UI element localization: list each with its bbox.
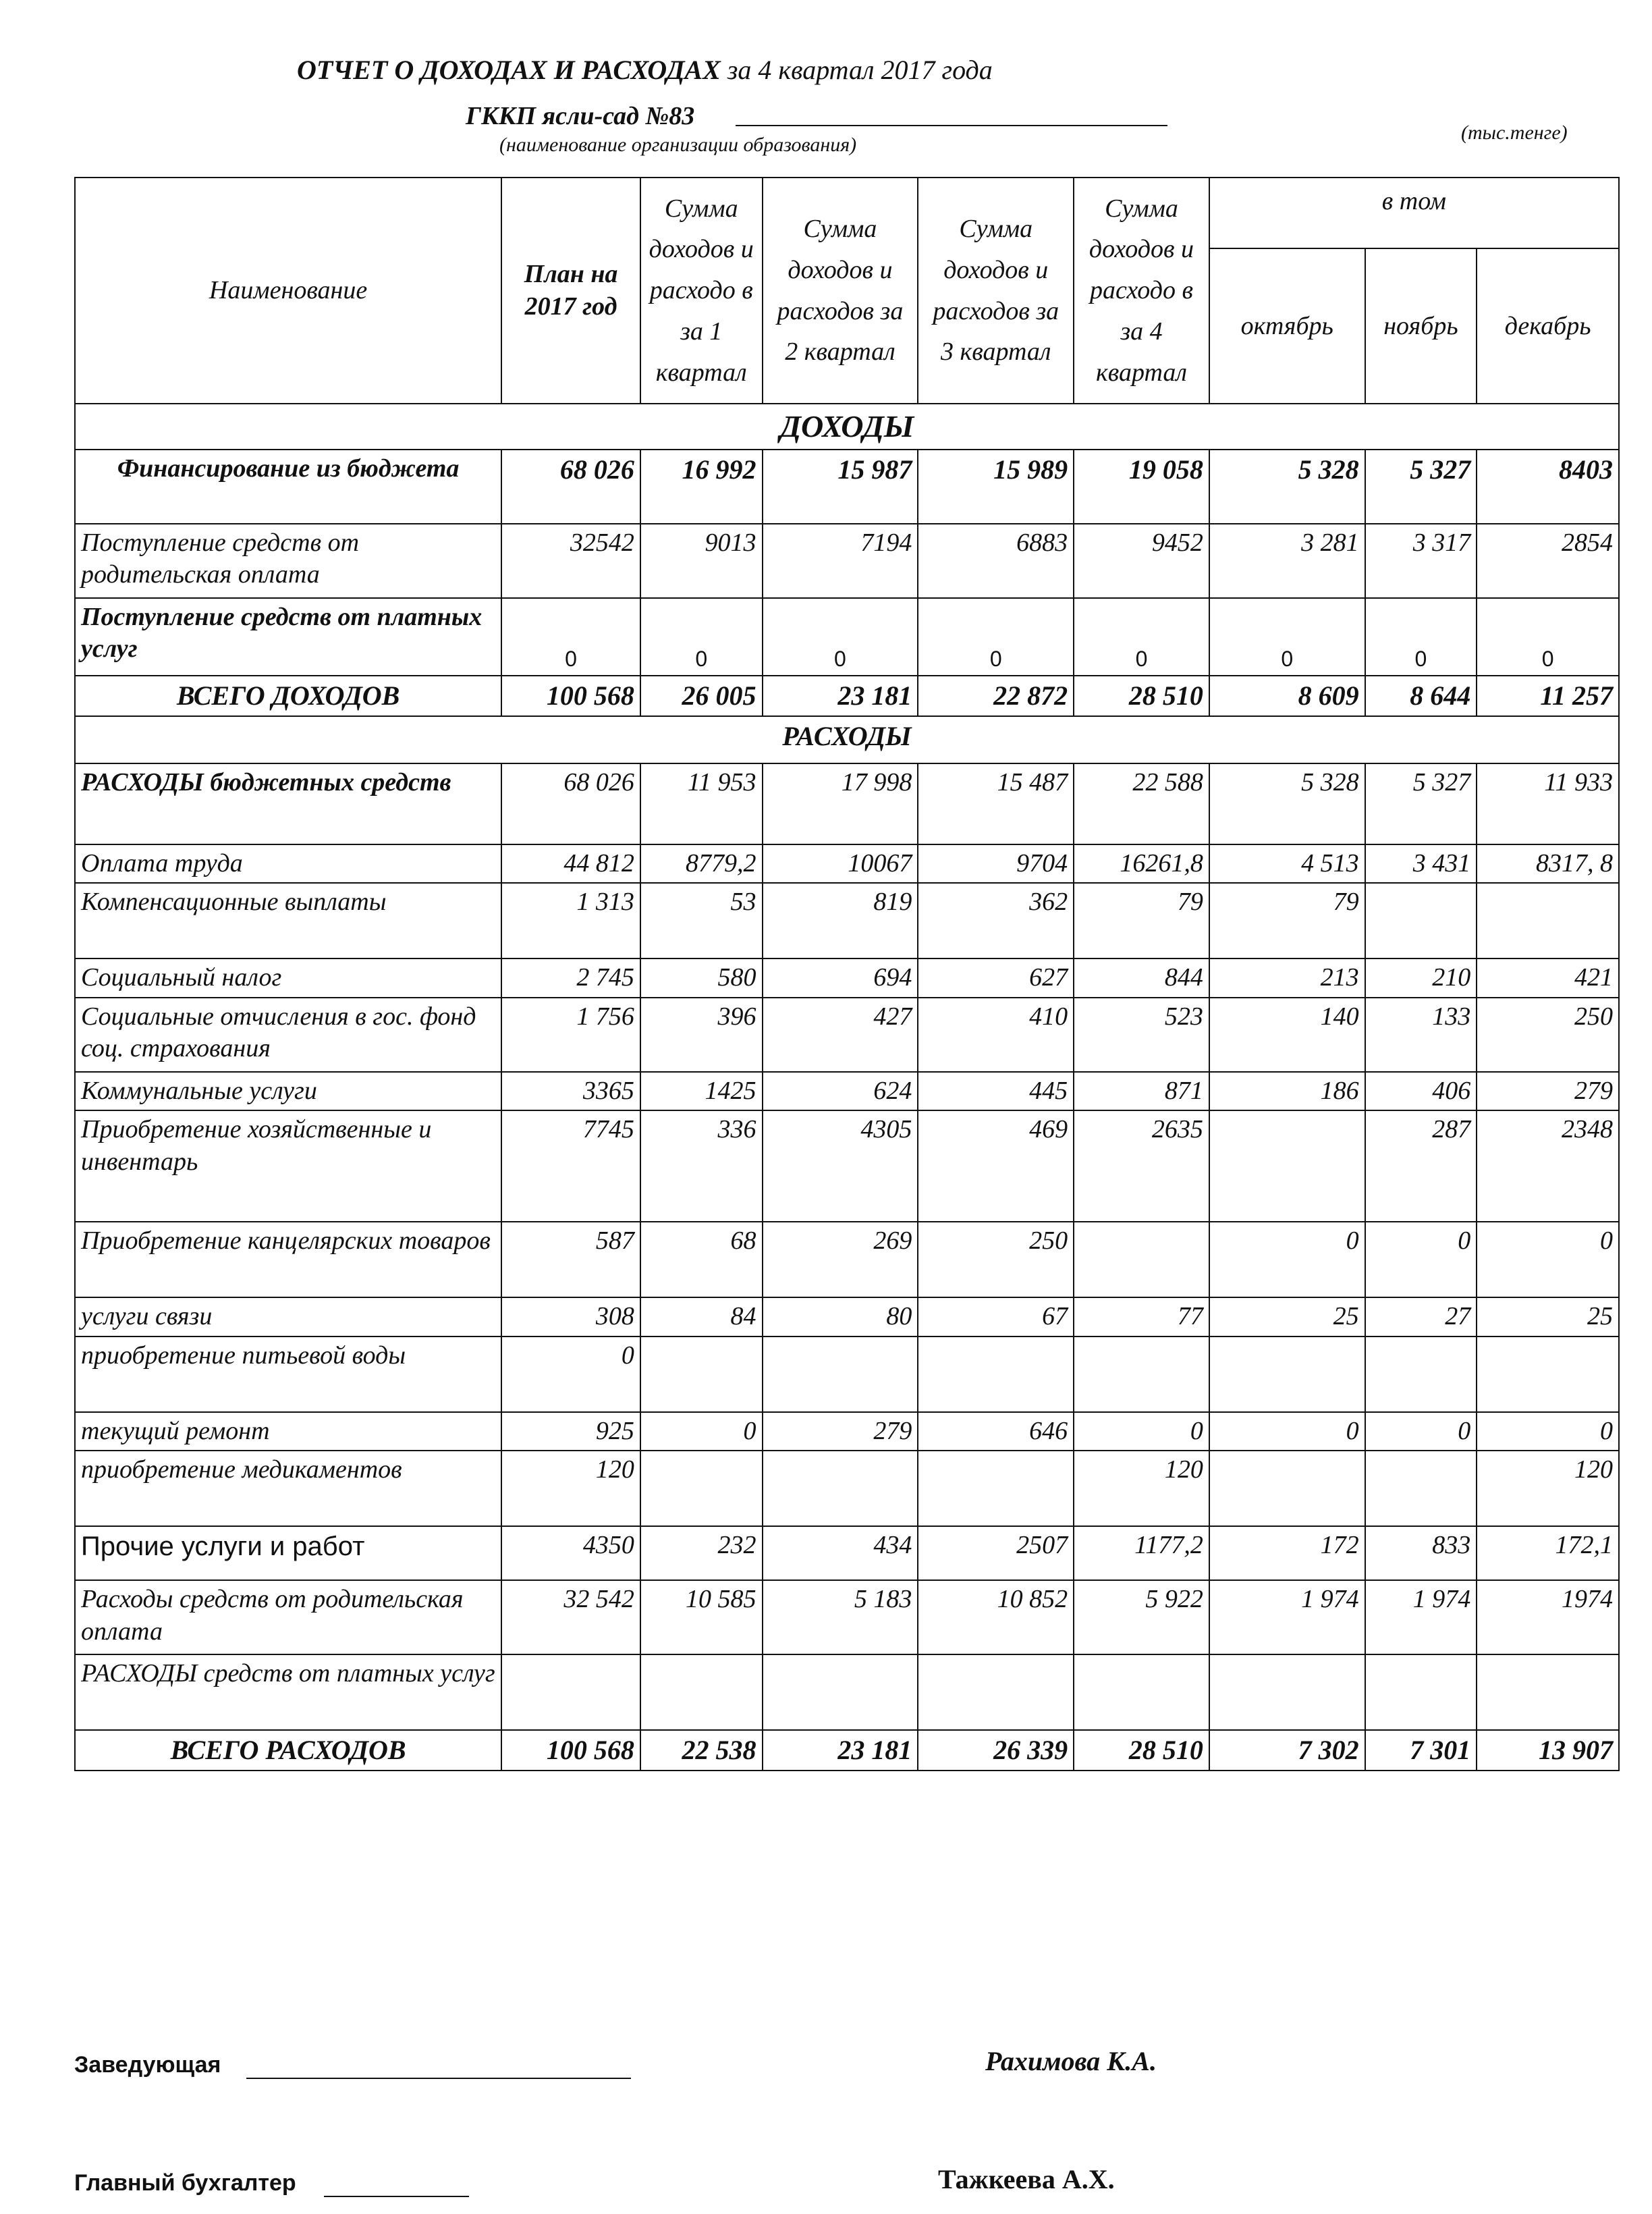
cell-value: 26 005 — [640, 676, 763, 716]
cell-value: 5 922 — [1074, 1580, 1209, 1654]
organization-underline — [736, 125, 1167, 126]
cell-value: 624 — [763, 1072, 918, 1111]
cell-value: 22 538 — [640, 1730, 763, 1771]
cell-value: 172 — [1209, 1526, 1365, 1580]
cell-value: 140 — [1209, 998, 1365, 1072]
cell-value: 3 281 — [1209, 524, 1365, 598]
cell-value: 8 609 — [1209, 676, 1365, 716]
cell-value: 1 313 — [501, 883, 640, 959]
cell-value — [1209, 1451, 1365, 1526]
cell-value: 7745 — [501, 1110, 640, 1222]
cell-value: 11 953 — [640, 763, 763, 844]
cell-value: 0 — [918, 598, 1074, 676]
row-label: ВСЕГО ДОХОДОВ — [75, 676, 501, 716]
cell-value: 2507 — [918, 1526, 1074, 1580]
cell-value: 0 — [1209, 598, 1365, 676]
cell-value: 23 181 — [763, 1730, 918, 1771]
row-label: Приобретение канцелярских товаров — [75, 1222, 501, 1297]
cell-value: 26 339 — [918, 1730, 1074, 1771]
cell-value: 5 183 — [763, 1580, 918, 1654]
cell-value: 213 — [1209, 959, 1365, 998]
cell-value: 23 181 — [763, 676, 918, 716]
table-row — [75, 1580, 1619, 1654]
cell-value: 396 — [640, 998, 763, 1072]
cell-value: 120 — [1477, 1451, 1619, 1526]
cell-value: 434 — [763, 1526, 918, 1580]
table-row — [75, 598, 1619, 676]
cell-value — [1365, 1336, 1477, 1412]
table-row — [75, 1297, 1619, 1336]
table-row — [75, 883, 1619, 959]
cell-value: 25 — [1477, 1297, 1619, 1336]
row-label: Расходы средств от родительская оплата — [75, 1580, 501, 1654]
table-row — [75, 450, 1619, 524]
cell-value: 10 585 — [640, 1580, 763, 1654]
cell-value: 172,1 — [1477, 1526, 1619, 1580]
cell-value: 186 — [1209, 1072, 1365, 1111]
cell-value — [1074, 1222, 1209, 1297]
header-q3: Сумма доходов и расходов за 3 квартал — [918, 178, 1074, 404]
row-label: Социальные отчисления в гос. фонд соц. страхования — [75, 998, 501, 1072]
cell-value: 0 — [1209, 1412, 1365, 1451]
cell-value — [640, 1336, 763, 1412]
cell-value: 8 644 — [1365, 676, 1477, 716]
cell-value — [918, 1654, 1074, 1730]
row-label: Социальный налог — [75, 959, 501, 998]
cell-value — [1477, 883, 1619, 959]
table-row — [75, 998, 1619, 1072]
table-row — [75, 763, 1619, 844]
table-row — [75, 1526, 1619, 1580]
header-december: декабрь — [1477, 248, 1619, 404]
cell-value: 120 — [501, 1451, 640, 1526]
cell-value: 68 026 — [501, 450, 640, 524]
cell-value: 445 — [918, 1072, 1074, 1111]
cell-value: 3 317 — [1365, 524, 1477, 598]
cell-value: 0 — [1365, 598, 1477, 676]
head-name: Рахимова К.А. — [985, 2046, 1157, 2076]
cell-value: 100 568 — [501, 676, 640, 716]
row-label: РАСХОДЫ средств от платных услуг — [75, 1654, 501, 1730]
cell-value: 0 — [763, 598, 918, 676]
cell-value — [1074, 1336, 1209, 1412]
cell-value: 421 — [1477, 959, 1619, 998]
cell-value: 22 588 — [1074, 763, 1209, 844]
cell-value: 0 — [1365, 1412, 1477, 1451]
cell-value: 523 — [1074, 998, 1209, 1072]
row-label: Финансирование из бюджета — [75, 450, 501, 524]
expense-section-title: РАСХОДЫ — [75, 716, 1619, 763]
cell-value: 68 026 — [501, 763, 640, 844]
cell-value: 8403 — [1477, 450, 1619, 524]
table-row — [75, 1072, 1619, 1111]
cell-value: 11 933 — [1477, 763, 1619, 844]
cell-value: 232 — [640, 1526, 763, 1580]
cell-value: 833 — [1365, 1526, 1477, 1580]
expense-section — [75, 716, 1619, 763]
cell-value: 279 — [1477, 1072, 1619, 1111]
report-period: за 4 квартал 2017 года — [727, 55, 993, 85]
table-row — [75, 959, 1619, 998]
cell-value: 269 — [763, 1222, 918, 1297]
row-label: Компенсационные выплаты — [75, 883, 501, 959]
header-october: октябрь — [1209, 248, 1365, 404]
cell-value: 694 — [763, 959, 918, 998]
table-row — [75, 844, 1619, 884]
organization-caption: (наименование организации образования) — [499, 134, 857, 156]
income-section-title: ДОХОДЫ — [75, 404, 1619, 450]
table-header — [75, 178, 1619, 404]
cell-value: 5 327 — [1365, 450, 1477, 524]
cell-value — [1477, 1654, 1619, 1730]
cell-value: 32 542 — [501, 1580, 640, 1654]
report-title-main: ОТЧЕТ О ДОХОДАХ И РАСХОДАХ — [297, 55, 721, 85]
cell-value: 1 974 — [1209, 1580, 1365, 1654]
cell-value: 9704 — [918, 844, 1074, 884]
cell-value: 2 745 — [501, 959, 640, 998]
cell-value: 0 — [640, 1412, 763, 1451]
cell-value: 16261,8 — [1074, 844, 1209, 884]
cell-value: 1177,2 — [1074, 1526, 1209, 1580]
row-label: Поступление средств от родительская оплата — [75, 524, 501, 598]
cell-value: 15 987 — [763, 450, 918, 524]
row-label: Прочие услуги и работ — [75, 1526, 501, 1580]
cell-value: 9013 — [640, 524, 763, 598]
cell-value — [763, 1451, 918, 1526]
cell-value: 10 852 — [918, 1580, 1074, 1654]
cell-value: 406 — [1365, 1072, 1477, 1111]
cell-value: 16 992 — [640, 450, 763, 524]
income-section — [75, 404, 1619, 450]
cell-value: 32542 — [501, 524, 640, 598]
cell-value: 7194 — [763, 524, 918, 598]
cell-value: 77 — [1074, 1297, 1209, 1336]
cell-value: 580 — [640, 959, 763, 998]
cell-value: 28 510 — [1074, 676, 1209, 716]
cell-value: 587 — [501, 1222, 640, 1297]
organization-name: ГККП ясли-сад №83 — [466, 102, 695, 130]
header-name: Наименование — [75, 178, 501, 404]
table-body — [75, 404, 1619, 1771]
table-row — [75, 1412, 1619, 1451]
cell-value — [640, 1451, 763, 1526]
head-signature-line — [246, 2078, 631, 2079]
cell-value: 0 — [1074, 598, 1209, 676]
cell-value: 925 — [501, 1412, 640, 1451]
cell-value: 6883 — [918, 524, 1074, 598]
cell-value: 0 — [640, 598, 763, 676]
cell-value: 4 513 — [1209, 844, 1365, 884]
cell-value: 80 — [763, 1297, 918, 1336]
cell-value: 1425 — [640, 1072, 763, 1111]
cell-value — [1209, 1654, 1365, 1730]
cell-value — [918, 1451, 1074, 1526]
cell-value: 844 — [1074, 959, 1209, 998]
cell-value: 5 328 — [1209, 763, 1365, 844]
cell-value: 871 — [1074, 1072, 1209, 1111]
header-q4: Сумма доходов и расходо в за 4 квартал — [1074, 178, 1209, 404]
cell-value — [640, 1654, 763, 1730]
cell-value: 336 — [640, 1110, 763, 1222]
header-plan: План на 2017 год — [501, 178, 640, 404]
cell-value: 11 257 — [1477, 676, 1619, 716]
cell-value: 5 328 — [1209, 450, 1365, 524]
cell-value: 4350 — [501, 1526, 640, 1580]
cell-value — [1074, 1654, 1209, 1730]
cell-value — [1365, 1654, 1477, 1730]
row-label: Поступление средств от платных услуг — [75, 598, 501, 676]
header-q2: Сумма доходов и расходов за 2 квартал — [763, 178, 918, 404]
cell-value: 210 — [1365, 959, 1477, 998]
cell-value: 2635 — [1074, 1110, 1209, 1222]
cell-value: 627 — [918, 959, 1074, 998]
report-title — [297, 54, 993, 86]
cell-value: 5 327 — [1365, 763, 1477, 844]
accountant-signature-line — [324, 2196, 469, 2197]
total-row — [75, 676, 1619, 716]
table-row — [75, 1336, 1619, 1412]
cell-value: 120 — [1074, 1451, 1209, 1526]
cell-value: 28 510 — [1074, 1730, 1209, 1771]
row-label: текущий ремонт — [75, 1412, 501, 1451]
cell-value: 1 974 — [1365, 1580, 1477, 1654]
cell-value — [1209, 1110, 1365, 1222]
cell-value — [501, 1654, 640, 1730]
cell-value: 79 — [1209, 883, 1365, 959]
cell-value: 1974 — [1477, 1580, 1619, 1654]
cell-value: 9452 — [1074, 524, 1209, 598]
cell-value: 3 431 — [1365, 844, 1477, 884]
cell-value: 100 568 — [501, 1730, 640, 1771]
cell-value — [763, 1654, 918, 1730]
header-november: ноябрь — [1365, 248, 1477, 404]
cell-value: 8317, 8 — [1477, 844, 1619, 884]
cell-value: 7 302 — [1209, 1730, 1365, 1771]
cell-value: 4305 — [763, 1110, 918, 1222]
cell-value: 469 — [918, 1110, 1074, 1222]
cell-value: 2854 — [1477, 524, 1619, 598]
cell-value: 250 — [918, 1222, 1074, 1297]
cell-value: 3365 — [501, 1072, 640, 1111]
table-row — [75, 1110, 1619, 1222]
cell-value — [1209, 1336, 1365, 1412]
cell-value: 0 — [1365, 1222, 1477, 1297]
head-label: Заведующая — [74, 2052, 221, 2078]
cell-value: 25 — [1209, 1297, 1365, 1336]
total-row — [75, 1730, 1619, 1771]
row-label: услуги связи — [75, 1297, 501, 1336]
cell-value: 44 812 — [501, 844, 640, 884]
cell-value: 1 756 — [501, 998, 640, 1072]
table-row — [75, 1451, 1619, 1526]
cell-value — [918, 1336, 1074, 1412]
cell-value: 67 — [918, 1297, 1074, 1336]
cell-value: 68 — [640, 1222, 763, 1297]
row-label: Оплата труда — [75, 844, 501, 884]
cell-value: 10067 — [763, 844, 918, 884]
units-label: (тыс.тенге) — [1461, 122, 1568, 144]
cell-value: 15 487 — [918, 763, 1074, 844]
cell-value: 0 — [1477, 1412, 1619, 1451]
table-row — [75, 1654, 1619, 1730]
cell-value: 362 — [918, 883, 1074, 959]
cell-value: 0 — [1477, 1222, 1619, 1297]
row-label: Коммунальные услуги — [75, 1072, 501, 1111]
cell-value: 0 — [501, 1336, 640, 1412]
cell-value: 15 989 — [918, 450, 1074, 524]
accountant-label: Главный бухгалтер — [74, 2170, 296, 2196]
cell-value: 308 — [501, 1297, 640, 1336]
cell-value: 22 872 — [918, 676, 1074, 716]
cell-value: 53 — [640, 883, 763, 959]
cell-value: 0 — [1209, 1222, 1365, 1297]
accountant-name: Тажкеева А.Х. — [938, 2164, 1115, 2194]
table-row — [75, 1222, 1619, 1297]
row-label: ВСЕГО РАСХОДОВ — [75, 1730, 501, 1771]
cell-value: 133 — [1365, 998, 1477, 1072]
cell-value: 0 — [1074, 1412, 1209, 1451]
cell-value: 84 — [640, 1297, 763, 1336]
cell-value: 7 301 — [1365, 1730, 1477, 1771]
cell-value: 250 — [1477, 998, 1619, 1072]
cell-value: 819 — [763, 883, 918, 959]
cell-value: 279 — [763, 1412, 918, 1451]
cell-value — [1477, 1336, 1619, 1412]
cell-value: 17 998 — [763, 763, 918, 844]
cell-value — [763, 1336, 918, 1412]
cell-value: 13 907 — [1477, 1730, 1619, 1771]
header-q1: Сумма доходов и расходо в за 1 квартал — [640, 178, 763, 404]
cell-value — [1365, 883, 1477, 959]
cell-value — [1365, 1451, 1477, 1526]
cell-value: 427 — [763, 998, 918, 1072]
row-label: приобретение медикаментов — [75, 1451, 501, 1526]
row-label: приобретение питьевой воды — [75, 1336, 501, 1412]
table-row — [75, 524, 1619, 598]
cell-value: 27 — [1365, 1297, 1477, 1336]
cell-value: 287 — [1365, 1110, 1477, 1222]
row-label: РАСХОДЫ бюджетных средств — [75, 763, 501, 844]
header-including: в том — [1209, 178, 1619, 248]
cell-value: 0 — [1477, 598, 1619, 676]
cell-value: 8779,2 — [640, 844, 763, 884]
cell-value: 0 — [501, 598, 640, 676]
cell-value: 19 058 — [1074, 450, 1209, 524]
cell-value: 2348 — [1477, 1110, 1619, 1222]
cell-value: 646 — [918, 1412, 1074, 1451]
cell-value: 410 — [918, 998, 1074, 1072]
cell-value: 79 — [1074, 883, 1209, 959]
income-expense-table — [74, 177, 1620, 1771]
row-label: Приобретение хозяйственные и инвентарь — [75, 1110, 501, 1222]
